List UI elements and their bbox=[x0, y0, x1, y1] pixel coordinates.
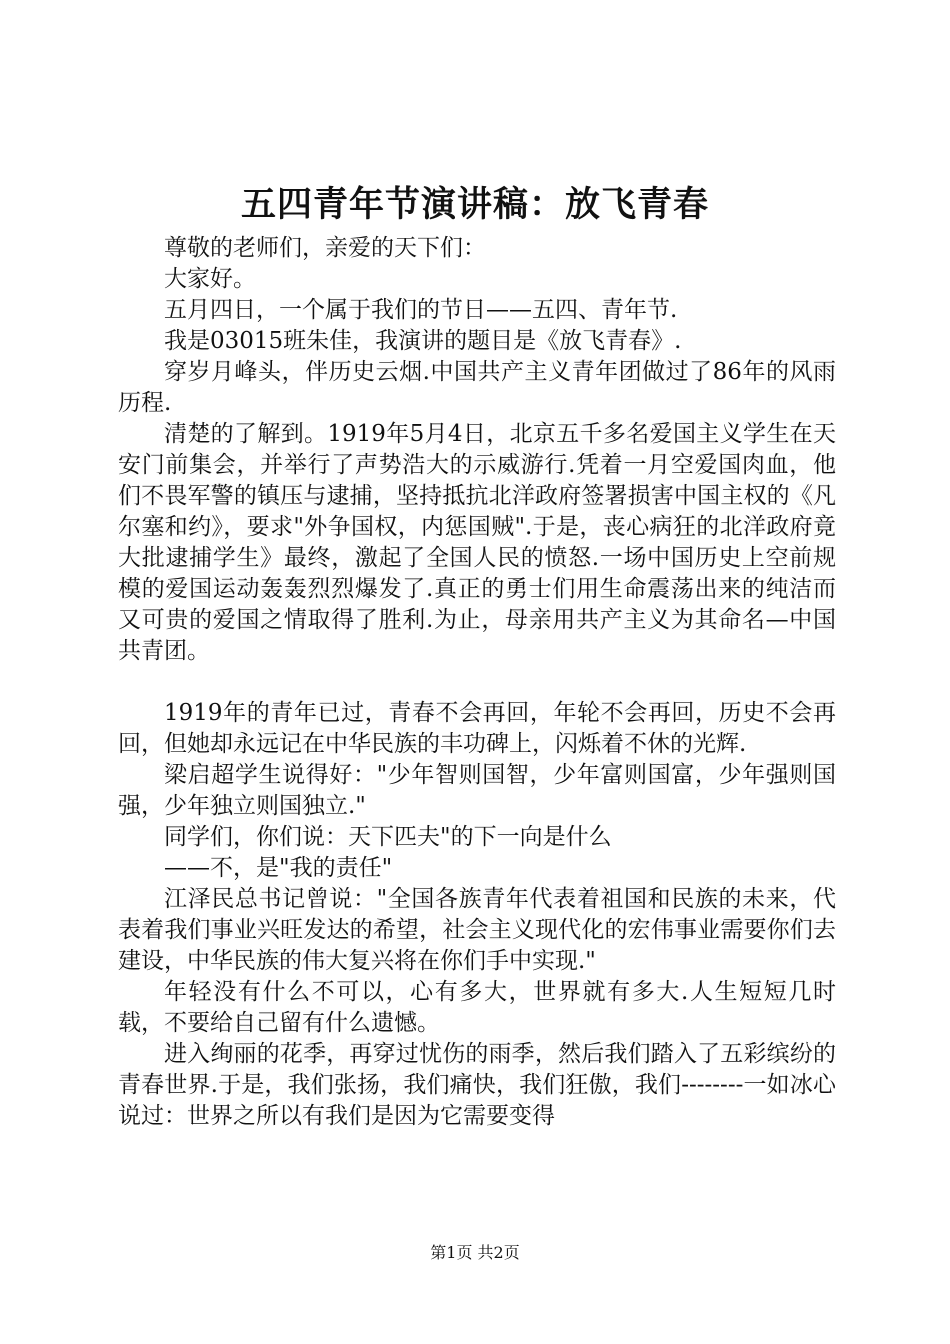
paragraph: 五月四日，一个属于我们的节日——五四、青年节. bbox=[164, 297, 678, 323]
paragraph: ——不，是"我的责任" bbox=[164, 855, 393, 881]
paragraph-salutation: 尊敬的老师们，亲爱的天下们： bbox=[164, 235, 486, 261]
paragraph: 我是03015班朱佳，我演讲的题目是《放飞青春》. bbox=[164, 328, 682, 354]
document-title: 五四青年节演讲稿：放飞青春 bbox=[240, 185, 709, 225]
paragraph: 江泽民总书记曾说："全国各族青年代表着祖国和民族的未来，代表着我们事业兴旺发达的希望，社会主义现代化的宏伟事业需要你们去建设，中华民族的伟大复兴将在你们手中实现." bbox=[118, 886, 836, 974]
paragraph: 进入绚丽的花季，再穿过忧伤的雨季，然后我们踏入了五彩缤纷的青春世界.于是，我们张扬，我们痛快，我们狂傲，我们--------一如冰心说过：世界之所以有我们是因为它需要变得 bbox=[118, 1041, 836, 1129]
paragraph-greeting: 大家好。 bbox=[164, 266, 256, 292]
paragraph: 同学们，你们说：天下匹夫"的下一向是什么 bbox=[164, 824, 612, 850]
document-body bbox=[118, 233, 836, 1132]
paragraph: 梁启超学生说得好："少年智则国智，少年富则国富，少年强则国强，少年独立则国独立." bbox=[118, 762, 836, 819]
paragraph: 穿岁月峰头，伴历史云烟.中国共产主义青年团做过了86年的风雨历程. bbox=[118, 359, 836, 416]
paragraph: 清楚的了解到。1919年5月4日，北京五千多名爱国主义学生在天安门前集会，并举行了声势浩大的示威游行.凭着一月空爱国肉血，他们不畏军警的镇压与逮捕，坚持抵抗北洋政府签署损害中国主权的《凡尔塞和约》，要求"外争国权，内惩国贼".于是，丧心病狂的北洋政府竟大批逮捕学生》最终，激起了全国人民的愤怒.一场中国历史上空前规模的爱国运动轰轰烈烈爆发了.真正的勇士们用生命震荡出来的纯洁而又可贵的爱国之情取得了胜利.为止，母亲用共产主义为其命名—中国共青团。 bbox=[118, 421, 836, 664]
paragraph: 年轻没有什么不可以，心有多大，世界就有多大.人生短短几时载，不要给自己留有什么遗憾。 bbox=[118, 979, 836, 1036]
page-footer: 第1页 共2页 bbox=[430, 1243, 520, 1262]
paragraph: 1919年的青年已过，青春不会再回，年轮不会再回，历史不会再回，但她却永远记在中华民族的丰功碑上，闪烁着不休的光辉. bbox=[118, 700, 836, 757]
